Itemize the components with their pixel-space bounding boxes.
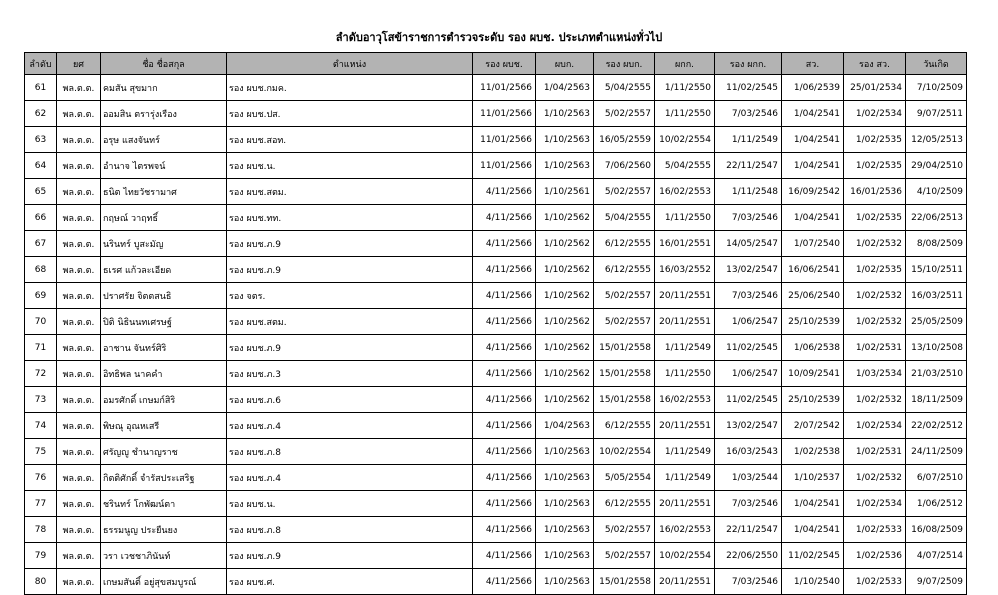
cell-col-superintendent: 1/11/2550 [655, 75, 715, 101]
cell-col-name: อำนาจ ไตรพจน์ [101, 153, 227, 179]
cell-col-birthdate: 7/10/2509 [906, 75, 967, 101]
cell-col-superintendent: 1/11/2550 [655, 101, 715, 127]
cell-col-deputy-commissioner: 11/01/2566 [473, 101, 536, 127]
cell-col-birthdate: 22/06/2513 [906, 205, 967, 231]
cell-col-deputy-commander: 5/02/2557 [594, 517, 655, 543]
cell-col-deputy-commander: 5/04/2555 [594, 205, 655, 231]
cell-col-birthdate: 21/03/2510 [906, 361, 967, 387]
cell-col-birthdate: 22/02/2512 [906, 413, 967, 439]
cell-col-commander: 1/10/2562 [536, 283, 594, 309]
cell-col-rank: พล.ต.ต. [57, 257, 101, 283]
cell-col-deputy-inspector: 1/02/2532 [844, 309, 906, 335]
cell-col-rank: พล.ต.ต. [57, 465, 101, 491]
table-row [25, 231, 967, 257]
cell-col-commander: 1/10/2562 [536, 361, 594, 387]
cell-col-rank-order: 70 [25, 309, 57, 335]
cell-col-deputy-inspector: 25/01/2534 [844, 75, 906, 101]
cell-col-rank-order: 68 [25, 257, 57, 283]
cell-col-superintendent: 1/11/2550 [655, 361, 715, 387]
cell-col-deputy-commissioner: 4/11/2566 [473, 543, 536, 569]
cell-col-deputy-inspector: 1/03/2534 [844, 361, 906, 387]
cell-col-deputy-commander: 15/01/2558 [594, 335, 655, 361]
table-row [25, 439, 967, 465]
header-col-name: ชื่อ ชื่อสกุล [101, 53, 227, 75]
cell-col-rank-order: 62 [25, 101, 57, 127]
cell-col-deputy-inspector: 1/02/2531 [844, 439, 906, 465]
cell-col-birthdate: 9/07/2509 [906, 569, 967, 595]
cell-col-birthdate: 13/10/2508 [906, 335, 967, 361]
cell-col-deputy-inspector: 1/02/2533 [844, 517, 906, 543]
cell-col-commander: 1/10/2563 [536, 569, 594, 595]
cell-col-birthdate: 25/05/2509 [906, 309, 967, 335]
cell-col-position: รอง ผบช.กมค. [227, 75, 473, 101]
cell-col-deputy-commissioner: 4/11/2566 [473, 283, 536, 309]
cell-col-deputy-superintendent: 1/06/2547 [715, 309, 782, 335]
cell-col-commander: 1/10/2563 [536, 127, 594, 153]
cell-col-name: ศรัญญู ชำนาญราช [101, 439, 227, 465]
cell-col-deputy-commander: 5/02/2557 [594, 543, 655, 569]
table-row [25, 387, 967, 413]
cell-col-inspector: 1/04/2541 [782, 205, 844, 231]
cell-col-rank-order: 76 [25, 465, 57, 491]
cell-col-rank: พล.ต.ต. [57, 153, 101, 179]
cell-col-inspector: 11/02/2545 [782, 543, 844, 569]
cell-col-deputy-inspector: 1/02/2531 [844, 335, 906, 361]
cell-col-deputy-superintendent: 1/11/2549 [715, 127, 782, 153]
cell-col-commander: 1/10/2562 [536, 257, 594, 283]
cell-col-deputy-commander: 15/01/2558 [594, 569, 655, 595]
cell-col-rank-order: 73 [25, 387, 57, 413]
cell-col-superintendent: 1/11/2550 [655, 205, 715, 231]
cell-col-inspector: 2/07/2542 [782, 413, 844, 439]
cell-col-name: อาชาน จันทร์ศิริ [101, 335, 227, 361]
header-col-deputy-commander: รอง ผบก. [594, 53, 655, 75]
cell-col-commander: 1/10/2563 [536, 491, 594, 517]
cell-col-commander: 1/10/2563 [536, 153, 594, 179]
cell-col-deputy-commander: 5/02/2557 [594, 179, 655, 205]
cell-col-rank-order: 67 [25, 231, 57, 257]
cell-col-deputy-inspector: 16/01/2536 [844, 179, 906, 205]
cell-col-rank: พล.ต.ต. [57, 101, 101, 127]
cell-col-rank: พล.ต.ต. [57, 283, 101, 309]
cell-col-rank: พล.ต.ต. [57, 569, 101, 595]
cell-col-position: รอง ผบช.น. [227, 153, 473, 179]
cell-col-superintendent: 5/04/2555 [655, 153, 715, 179]
cell-col-name: อมรศักดิ์ เกษมก์สิริ [101, 387, 227, 413]
cell-col-superintendent: 20/11/2551 [655, 491, 715, 517]
cell-col-rank: พล.ต.ต. [57, 127, 101, 153]
table-row [25, 361, 967, 387]
table-row [25, 179, 967, 205]
cell-col-deputy-inspector: 1/02/2532 [844, 387, 906, 413]
cell-col-rank: พล.ต.ต. [57, 335, 101, 361]
cell-col-deputy-superintendent: 13/02/2547 [715, 257, 782, 283]
cell-col-deputy-superintendent: 22/11/2547 [715, 517, 782, 543]
cell-col-superintendent: 20/11/2551 [655, 283, 715, 309]
cell-col-name: เกษมสันติ์ อยู่สุขสมบูรณ์ [101, 569, 227, 595]
cell-col-deputy-inspector: 1/02/2532 [844, 231, 906, 257]
cell-col-deputy-superintendent: 7/03/2546 [715, 101, 782, 127]
cell-col-inspector: 1/02/2538 [782, 439, 844, 465]
cell-col-superintendent: 16/01/2551 [655, 231, 715, 257]
cell-col-inspector: 16/09/2542 [782, 179, 844, 205]
cell-col-name: กิตติศักดิ์ จำรัสประเสริฐ [101, 465, 227, 491]
table-row [25, 283, 967, 309]
cell-col-deputy-commissioner: 11/01/2566 [473, 153, 536, 179]
cell-col-deputy-superintendent: 11/02/2545 [715, 335, 782, 361]
cell-col-name: คมสัน สุขมาก [101, 75, 227, 101]
cell-col-birthdate: 6/07/2510 [906, 465, 967, 491]
cell-col-position: รอง ผบช.ภ.8 [227, 439, 473, 465]
cell-col-name: ชรินทร์ โกพัฒน์ตา [101, 491, 227, 517]
cell-col-deputy-inspector: 1/02/2533 [844, 569, 906, 595]
header-col-rank-order: ลำดับ [25, 53, 57, 75]
cell-col-deputy-commander: 5/05/2554 [594, 465, 655, 491]
cell-col-rank: พล.ต.ต. [57, 231, 101, 257]
table-row [25, 491, 967, 517]
cell-col-deputy-commander: 7/06/2560 [594, 153, 655, 179]
cell-col-name: ออมสิน ตรารุ่งเรือง [101, 101, 227, 127]
cell-col-rank-order: 72 [25, 361, 57, 387]
cell-col-commander: 1/10/2562 [536, 335, 594, 361]
cell-col-deputy-superintendent: 7/03/2546 [715, 283, 782, 309]
cell-col-position: รอง ผบช.ภ.9 [227, 257, 473, 283]
cell-col-deputy-superintendent: 11/02/2545 [715, 387, 782, 413]
cell-col-position: รอง ผบช.สตม. [227, 179, 473, 205]
cell-col-deputy-commissioner: 4/11/2566 [473, 387, 536, 413]
cell-col-deputy-commissioner: 4/11/2566 [473, 335, 536, 361]
cell-col-inspector: 10/09/2541 [782, 361, 844, 387]
cell-col-name: วรา เวชชาภินันท์ [101, 543, 227, 569]
cell-col-rank-order: 79 [25, 543, 57, 569]
cell-col-deputy-inspector: 1/02/2532 [844, 283, 906, 309]
cell-col-superintendent: 16/02/2553 [655, 179, 715, 205]
cell-col-deputy-commander: 6/12/2555 [594, 231, 655, 257]
header-col-birthdate: วันเกิด [906, 53, 967, 75]
cell-col-deputy-commissioner: 4/11/2566 [473, 517, 536, 543]
table-row [25, 75, 967, 101]
cell-col-deputy-commissioner: 4/11/2566 [473, 179, 536, 205]
cell-col-deputy-commissioner: 4/11/2566 [473, 205, 536, 231]
cell-col-deputy-commissioner: 4/11/2566 [473, 569, 536, 595]
cell-col-superintendent: 20/11/2551 [655, 309, 715, 335]
cell-col-deputy-commissioner: 4/11/2566 [473, 361, 536, 387]
cell-col-inspector: 16/06/2541 [782, 257, 844, 283]
cell-col-commander: 1/10/2562 [536, 387, 594, 413]
cell-col-deputy-commander: 6/12/2555 [594, 257, 655, 283]
cell-col-birthdate: 8/08/2509 [906, 231, 967, 257]
cell-col-deputy-commissioner: 4/11/2566 [473, 439, 536, 465]
cell-col-deputy-inspector: 1/02/2534 [844, 491, 906, 517]
cell-col-deputy-superintendent: 1/03/2544 [715, 465, 782, 491]
cell-col-rank-order: 66 [25, 205, 57, 231]
cell-col-rank: พล.ต.ต. [57, 413, 101, 439]
cell-col-commander: 1/10/2563 [536, 517, 594, 543]
cell-col-birthdate: 16/03/2511 [906, 283, 967, 309]
cell-col-position: รอง ผบช.ภ.9 [227, 335, 473, 361]
cell-col-superintendent: 1/11/2549 [655, 439, 715, 465]
cell-col-superintendent: 1/11/2549 [655, 335, 715, 361]
cell-col-name: ธรรมนูญ ประยืนยง [101, 517, 227, 543]
cell-col-superintendent: 10/02/2554 [655, 127, 715, 153]
cell-col-deputy-inspector: 1/02/2535 [844, 257, 906, 283]
table-row [25, 257, 967, 283]
cell-col-position: รอง ผบช.ภ.3 [227, 361, 473, 387]
cell-col-rank: พล.ต.ต. [57, 75, 101, 101]
cell-col-inspector: 1/04/2541 [782, 153, 844, 179]
cell-col-deputy-inspector: 1/02/2536 [844, 543, 906, 569]
cell-col-deputy-commissioner: 4/11/2566 [473, 491, 536, 517]
cell-col-inspector: 1/04/2541 [782, 491, 844, 517]
cell-col-superintendent: 20/11/2551 [655, 413, 715, 439]
cell-col-inspector: 1/10/2537 [782, 465, 844, 491]
cell-col-rank: พล.ต.ต. [57, 387, 101, 413]
cell-col-rank: พล.ต.ต. [57, 361, 101, 387]
cell-col-rank-order: 80 [25, 569, 57, 595]
cell-col-deputy-inspector: 1/02/2535 [844, 153, 906, 179]
cell-col-name: อิทธิพล นาคคำ [101, 361, 227, 387]
cell-col-commander: 1/10/2562 [536, 205, 594, 231]
cell-col-rank: พล.ต.ต. [57, 543, 101, 569]
cell-col-rank-order: 75 [25, 439, 57, 465]
cell-col-rank-order: 77 [25, 491, 57, 517]
header-col-superintendent: ผกก. [655, 53, 715, 75]
cell-col-inspector: 1/04/2541 [782, 127, 844, 153]
cell-col-deputy-inspector: 1/02/2535 [844, 205, 906, 231]
cell-col-inspector: 1/07/2540 [782, 231, 844, 257]
cell-col-deputy-inspector: 1/02/2534 [844, 413, 906, 439]
table-row [25, 153, 967, 179]
cell-col-inspector: 1/04/2541 [782, 517, 844, 543]
cell-col-deputy-commissioner: 4/11/2566 [473, 465, 536, 491]
cell-col-name: ธนิต ไทยวัชรามาศ [101, 179, 227, 205]
cell-col-deputy-superintendent: 1/11/2548 [715, 179, 782, 205]
cell-col-deputy-commander: 5/02/2557 [594, 309, 655, 335]
cell-col-deputy-commander: 16/05/2559 [594, 127, 655, 153]
cell-col-position: รอง ผบช.ภ.4 [227, 413, 473, 439]
cell-col-inspector: 1/10/2540 [782, 569, 844, 595]
cell-col-inspector: 1/06/2539 [782, 75, 844, 101]
cell-col-position: รอง ผบช.สอท. [227, 127, 473, 153]
table-body [25, 75, 967, 595]
cell-col-deputy-superintendent: 13/02/2547 [715, 413, 782, 439]
cell-col-birthdate: 12/05/2513 [906, 127, 967, 153]
cell-col-rank: พล.ต.ต. [57, 205, 101, 231]
cell-col-rank-order: 63 [25, 127, 57, 153]
header-col-deputy-commissioner: รอง ผบช. [473, 53, 536, 75]
table-row [25, 101, 967, 127]
seniority-table [24, 52, 967, 595]
cell-col-deputy-commissioner: 4/11/2566 [473, 309, 536, 335]
cell-col-commander: 1/10/2562 [536, 309, 594, 335]
cell-col-birthdate: 18/11/2509 [906, 387, 967, 413]
cell-col-inspector: 25/06/2540 [782, 283, 844, 309]
cell-col-name: ธเรศ แก้วละเอียด [101, 257, 227, 283]
cell-col-rank-order: 65 [25, 179, 57, 205]
table-row [25, 517, 967, 543]
cell-col-position: รอง ผบช.ภ.9 [227, 231, 473, 257]
cell-col-position: รอง ผบช.ภ.6 [227, 387, 473, 413]
cell-col-inspector: 25/10/2539 [782, 387, 844, 413]
header-col-commander: ผบก. [536, 53, 594, 75]
cell-col-rank-order: 78 [25, 517, 57, 543]
cell-col-deputy-commander: 15/01/2558 [594, 361, 655, 387]
cell-col-deputy-commissioner: 4/11/2566 [473, 231, 536, 257]
cell-col-commander: 1/10/2562 [536, 231, 594, 257]
cell-col-commander: 1/10/2563 [536, 101, 594, 127]
cell-col-deputy-inspector: 1/02/2535 [844, 127, 906, 153]
cell-col-inspector: 25/10/2539 [782, 309, 844, 335]
header-col-deputy-superintendent: รอง ผกก. [715, 53, 782, 75]
cell-col-position: รอง ผบช.ศ. [227, 569, 473, 595]
cell-col-deputy-commissioner: 11/01/2566 [473, 75, 536, 101]
cell-col-birthdate: 24/11/2509 [906, 439, 967, 465]
cell-col-birthdate: 29/04/2510 [906, 153, 967, 179]
cell-col-rank-order: 61 [25, 75, 57, 101]
cell-col-rank: พล.ต.ต. [57, 491, 101, 517]
cell-col-rank-order: 69 [25, 283, 57, 309]
cell-col-rank: พล.ต.ต. [57, 439, 101, 465]
cell-col-birthdate: 1/06/2512 [906, 491, 967, 517]
cell-col-position: รอง ผบช.สตม. [227, 309, 473, 335]
cell-col-deputy-commander: 5/02/2557 [594, 101, 655, 127]
table-header-row [25, 53, 967, 75]
cell-col-deputy-superintendent: 22/11/2547 [715, 153, 782, 179]
cell-col-superintendent: 20/11/2551 [655, 569, 715, 595]
table-row [25, 335, 967, 361]
cell-col-superintendent: 1/11/2549 [655, 465, 715, 491]
table-row [25, 465, 967, 491]
cell-col-position: รอง ผบช.น. [227, 491, 473, 517]
cell-col-position: รอง ผบช.ภ.9 [227, 543, 473, 569]
cell-col-deputy-commissioner: 4/11/2566 [473, 257, 536, 283]
cell-col-deputy-commander: 15/01/2558 [594, 387, 655, 413]
table-row [25, 569, 967, 595]
cell-col-deputy-superintendent: 7/03/2546 [715, 491, 782, 517]
cell-col-position: รอง ผบช.ภ.8 [227, 517, 473, 543]
cell-col-deputy-superintendent: 14/05/2547 [715, 231, 782, 257]
cell-col-birthdate: 4/10/2509 [906, 179, 967, 205]
cell-col-superintendent: 10/02/2554 [655, 543, 715, 569]
cell-col-deputy-superintendent: 1/06/2547 [715, 361, 782, 387]
cell-col-deputy-commander: 5/04/2555 [594, 75, 655, 101]
header-col-rank: ยศ [57, 53, 101, 75]
table-row [25, 543, 967, 569]
cell-col-deputy-superintendent: 11/02/2545 [715, 75, 782, 101]
cell-col-deputy-inspector: 1/02/2534 [844, 101, 906, 127]
cell-col-rank: พล.ต.ต. [57, 179, 101, 205]
cell-col-commander: 1/10/2563 [536, 439, 594, 465]
cell-col-deputy-inspector: 1/02/2532 [844, 465, 906, 491]
header-col-deputy-inspector: รอง สว. [844, 53, 906, 75]
cell-col-deputy-commissioner: 4/11/2566 [473, 413, 536, 439]
cell-col-position: รอง จตร. [227, 283, 473, 309]
cell-col-inspector: 1/04/2541 [782, 101, 844, 127]
cell-col-commander: 1/04/2563 [536, 75, 594, 101]
cell-col-superintendent: 16/02/2553 [655, 387, 715, 413]
cell-col-rank: พล.ต.ต. [57, 517, 101, 543]
table-row [25, 309, 967, 335]
cell-col-deputy-superintendent: 16/03/2543 [715, 439, 782, 465]
cell-col-rank-order: 71 [25, 335, 57, 361]
header-col-inspector: สว. [782, 53, 844, 75]
cell-col-birthdate: 15/10/2511 [906, 257, 967, 283]
cell-col-commander: 1/10/2561 [536, 179, 594, 205]
cell-col-name: ปิติ นิธินนทเศรษฐ์ [101, 309, 227, 335]
cell-col-deputy-commander: 10/02/2554 [594, 439, 655, 465]
cell-col-deputy-superintendent: 7/03/2546 [715, 569, 782, 595]
cell-col-superintendent: 16/02/2553 [655, 517, 715, 543]
table-row [25, 205, 967, 231]
cell-col-name: กฤษณ์ วาฤทธิ์ [101, 205, 227, 231]
cell-col-position: รอง ผบช.ทท. [227, 205, 473, 231]
cell-col-deputy-commissioner: 11/01/2566 [473, 127, 536, 153]
cell-col-name: อรุษ แสงจันทร์ [101, 127, 227, 153]
cell-col-name: ปราศรัย จิตตสนธิ [101, 283, 227, 309]
table-row [25, 127, 967, 153]
cell-col-deputy-superintendent: 22/06/2550 [715, 543, 782, 569]
table-row [25, 413, 967, 439]
cell-col-deputy-commander: 5/02/2557 [594, 283, 655, 309]
cell-col-birthdate: 4/07/2514 [906, 543, 967, 569]
cell-col-superintendent: 16/03/2552 [655, 257, 715, 283]
header-col-position: ตำแหน่ง [227, 53, 473, 75]
cell-col-deputy-superintendent: 7/03/2546 [715, 205, 782, 231]
cell-col-rank: พล.ต.ต. [57, 309, 101, 335]
page-title: ลำดับอาวุโสข้าราชการตำรวจระดับ รอง ผบช. ประเภทตำแหน่งทั่วไป [335, 31, 663, 44]
cell-col-inspector: 1/06/2538 [782, 335, 844, 361]
cell-col-commander: 1/04/2563 [536, 413, 594, 439]
cell-col-name: นรินทร์ บูสะมัญ [101, 231, 227, 257]
cell-col-deputy-commander: 6/12/2555 [594, 491, 655, 517]
cell-col-deputy-commander: 6/12/2555 [594, 413, 655, 439]
cell-col-birthdate: 9/07/2511 [906, 101, 967, 127]
cell-col-position: รอง ผบช.ภ.4 [227, 465, 473, 491]
cell-col-birthdate: 16/08/2509 [906, 517, 967, 543]
cell-col-position: รอง ผบช.ปส. [227, 101, 473, 127]
cell-col-commander: 1/10/2563 [536, 465, 594, 491]
cell-col-rank-order: 74 [25, 413, 57, 439]
cell-col-commander: 1/10/2563 [536, 543, 594, 569]
cell-col-name: พิษณุ อุณหเสรี [101, 413, 227, 439]
cell-col-rank-order: 64 [25, 153, 57, 179]
